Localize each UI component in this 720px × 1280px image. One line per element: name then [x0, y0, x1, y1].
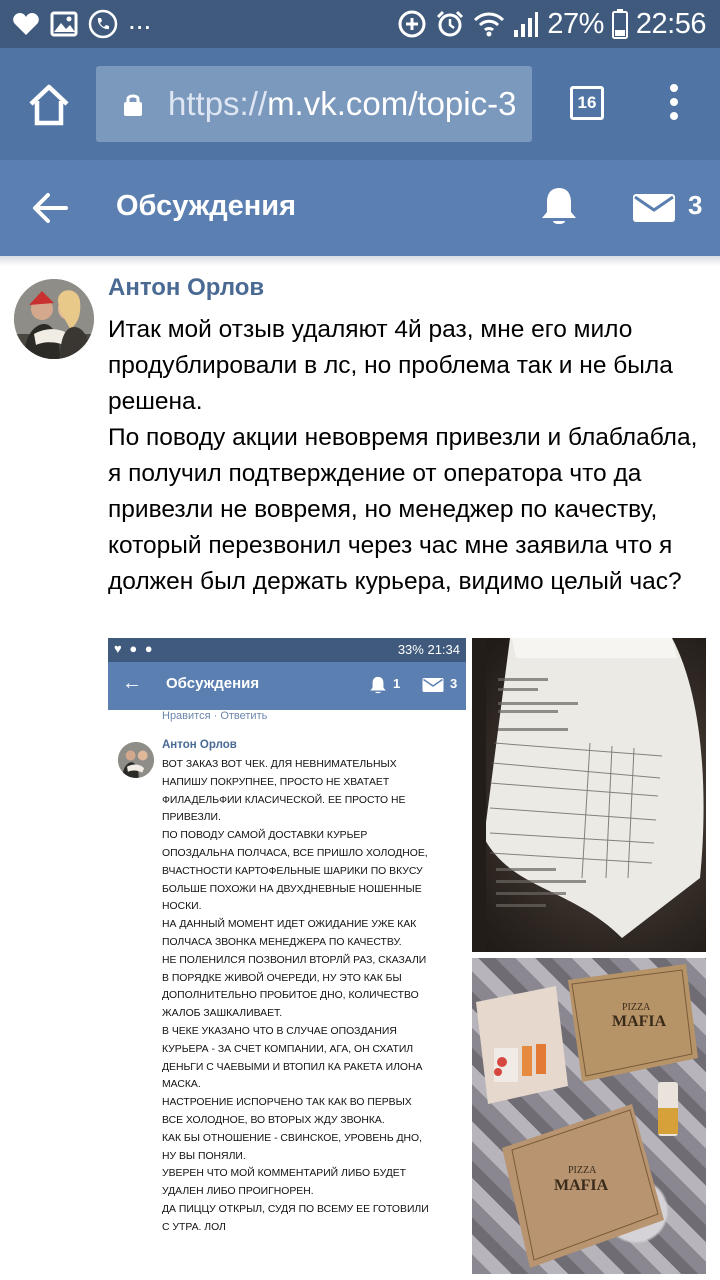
- url-host: m.vk.com/topic-3: [267, 85, 517, 122]
- alarm-icon: [435, 9, 465, 39]
- mini-msg-count: 3: [450, 676, 458, 691]
- receipt-photo: [472, 638, 706, 952]
- mini-comment-line: НАСТРОЕНИЕ ИСПОРЧЕНО ТАК КАК ВО ПЕРВЫХ: [162, 1097, 412, 1109]
- mini-comment-line: ЖАЛОБ ЗАШКАЛИВАЕТ.: [162, 1008, 283, 1020]
- mini-comment-line: МАСКА.: [162, 1079, 201, 1091]
- mini-comment-line: ВЧАСТНОСТИ КАРТОФЕЛЬНЫЕ ШАРИКИ ПО ВКУСУ: [162, 865, 423, 877]
- vk-header: [0, 160, 720, 256]
- mini-comment-line: В ЧЕКЕ УКАЗАНО ЧТО В СЛУЧАЕ ОПОЗДАНИЯ: [162, 1025, 397, 1037]
- mini-comment-line: ПО ПОВОДУ САМОЙ ДОСТАВКИ КУРЬЕР: [162, 830, 368, 842]
- mini-status-text: 33% 21:34: [397, 642, 460, 657]
- clock: 22:56: [635, 7, 706, 40]
- url-protocol: https://: [168, 85, 268, 122]
- mini-avatar: [118, 742, 154, 778]
- mini-comment-line: ДА ПИЦЦУ ОТКРЫЛ, СУДЯ ПО ВСЕМУ ЕЕ ГОТОВИЛИ: [162, 1203, 429, 1215]
- mini-comment-line: БОЛЬШЕ ПОХОЖИ НА ДВУХДНЕВНЫЕ НОШЕННЫЕ: [162, 883, 422, 895]
- back-arrow-icon[interactable]: [30, 188, 70, 228]
- header-shadow: [0, 256, 720, 266]
- mini-comment-text: [162, 756, 462, 1237]
- mini-comment-line: ПОЛЧАСА ЗВОНКА МЕНЕДЖЕРА ПО КАЧЕСТВУ.: [162, 936, 402, 948]
- mini-comment-line: КАК БЫ ОТНОШЕНИЕ - СВИНСКОЕ, УРОВЕНЬ ДНО,: [162, 1132, 423, 1144]
- status-bar-notifications: [12, 4, 152, 40]
- post-paragraph: По поводу акции невовремя привезли и блабла​бла, я получил подтверждение от оператора что да привезли не вовремя, но менеджер по качеству, который перезвонил через час мне заявила что я должен был держать курьера, видимо целый час?: [108, 424, 698, 595]
- mini-like-reply: Нравится · Ответить: [162, 710, 268, 722]
- heart-icon: [12, 11, 40, 37]
- browser-toolbar: [0, 48, 720, 160]
- overflow-indicator: ...: [128, 4, 152, 35]
- lock-icon: [122, 92, 144, 116]
- post-author[interactable]: Антон Орлов: [108, 274, 265, 301]
- mail-icon[interactable]: [632, 193, 676, 223]
- mini-comment-line: НУ ВЫ ПОНЯЛИ.: [162, 1150, 246, 1162]
- mini-comment-line: ПРИВЕЗЛИ.: [162, 812, 221, 824]
- home-icon[interactable]: [26, 82, 72, 128]
- mini-mail-icon: [422, 677, 444, 693]
- mini-comment-line: УДАЛЕН ЛИБО ПРОИГНОРЕН.: [162, 1186, 314, 1198]
- post-paragraph: Итак мой отзыв удаляют 4й раз, мне его мило продублировали в лс, но проблема так и не была решена.: [108, 316, 673, 415]
- mini-comment-line: НОСКИ.: [162, 901, 202, 913]
- signal-icon: [513, 10, 539, 38]
- mini-notif-count: 1: [393, 676, 401, 691]
- attached-screenshot[interactable]: [108, 638, 466, 1274]
- mini-comment-line: КУРЬЕРА - ЗА СЧЕТ КОМПАНИИ, АГА, ОН СХАТИЛ: [162, 1043, 414, 1055]
- box2-brand-line1: PIZZA: [568, 1165, 597, 1176]
- battery-icon: [612, 9, 628, 39]
- avatar[interactable]: [14, 279, 94, 359]
- pizza-boxes-photo: [472, 958, 706, 1274]
- data-saver-icon: [397, 9, 427, 39]
- mini-comment-line: ВСЕ ХОЛОДНОЕ, ВО ВТОРЫХ ЖДУ ЗВОНКА.: [162, 1114, 385, 1126]
- post-text: [108, 312, 708, 600]
- box1-brand-line2: MAFIA: [612, 1013, 667, 1030]
- attached-photo-receipt[interactable]: [472, 638, 706, 952]
- mini-vk-header: [108, 662, 466, 710]
- status-bar: [0, 0, 720, 48]
- mini-comment-line: ОПОЗДАЛЬНА ПОЛЧАСА, ВСЕ ПРИШЛО ХОЛОДНОЕ,: [162, 847, 428, 859]
- messages-count[interactable]: 3: [688, 190, 703, 220]
- mini-comment-line: НА ДАННЫЙ МОМЕНТ ИДЕТ ОЖИДАНИЕ УЖЕ КАК: [162, 919, 417, 931]
- mini-bell-icon: [368, 675, 388, 695]
- attached-photo-boxes[interactable]: [472, 958, 706, 1274]
- tab-switcher-button[interactable]: 16: [570, 86, 604, 120]
- page-title: Обсуждения: [116, 190, 297, 222]
- box2-brand-line2: MAFIA: [554, 1177, 609, 1194]
- image-icon: [50, 11, 78, 37]
- menu-icon[interactable]: [664, 84, 684, 126]
- phone-icon: [88, 9, 118, 39]
- mini-comment-line: УВЕРЕН ЧТО МОЙ КОММЕНТАРИЙ ЛИБО БУДЕТ: [162, 1168, 407, 1180]
- address-bar[interactable]: [96, 66, 532, 142]
- mini-back-arrow-icon: ←: [122, 672, 142, 694]
- mini-status-bar: [108, 638, 466, 662]
- mini-comment-line: ВОТ ЗАКАЗ ВОТ ЧЕК. ДЛЯ НЕВНИМАТЕЛЬНЫХ: [162, 759, 397, 770]
- mini-comment-line: НАПИШУ ПОКРУПНЕЕ, ПРОСТО НЕ ХВАТАЕТ: [162, 776, 390, 788]
- status-bar-system: [397, 8, 706, 40]
- bell-icon[interactable]: [538, 184, 580, 228]
- mini-comment-line: ДЕНЬГИ С ЧАЕВЫМИ И ВТОПИЛ КА РАКЕТА ИЛОНА: [162, 1061, 423, 1073]
- box1-brand-line1: PIZZA: [622, 1002, 651, 1013]
- wifi-icon: [473, 10, 505, 38]
- mini-comment-line: С УТРА. ЛОЛ: [162, 1221, 226, 1233]
- mini-author: Антон Орлов: [162, 739, 237, 751]
- mini-comment-line: НЕ ПОЛЕНИЛСЯ ПОЗВОНИЛ ВТОРЛЙ РАЗ, СКАЗАЛИ: [162, 954, 427, 966]
- battery-percent: 27%: [547, 7, 604, 40]
- mini-status-icons: ♥ ● ●: [114, 641, 155, 656]
- url-text: [168, 85, 516, 123]
- mini-comment-line: ДОПОЛНИТЕЛЬНО ПРОБИТОЕ ДНО, КОЛИЧЕСТВО: [162, 990, 419, 1002]
- mini-title: Обсуждения: [166, 675, 260, 692]
- mini-comment-line: В ПОРЯДКЕ ЖИВОЙ ОЧЕРЕДИ, НУ ЭТО КАК БЫ: [162, 972, 402, 984]
- mini-comment-line: ФИЛАДЕЛЬФИИ КЛАСИЧЕСКОЙ. ЕЕ ПРОСТО НЕ: [162, 794, 406, 806]
